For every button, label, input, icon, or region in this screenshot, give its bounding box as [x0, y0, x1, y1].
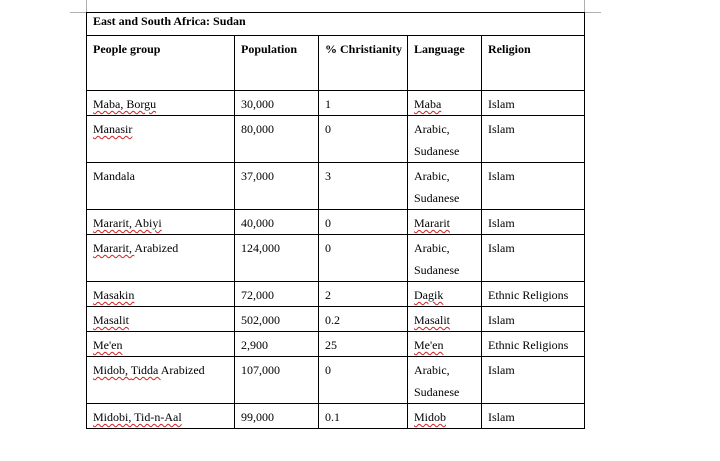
cell-language [408, 210, 482, 235]
table-row [87, 163, 585, 210]
cell-religion [482, 307, 585, 332]
cell-text: 0 [325, 241, 331, 255]
cell-text: 107,000 [241, 363, 280, 377]
cell-people-group [87, 116, 235, 163]
table-row [87, 404, 585, 429]
cell-text: Arabic, Sudanese [414, 363, 460, 399]
cell-christianity [319, 307, 408, 332]
cell-text: Islam [488, 216, 515, 230]
header-religion: Religion [482, 36, 585, 91]
cell-text: 0 [325, 363, 331, 377]
cell-language [408, 116, 482, 163]
cell-population [235, 332, 319, 357]
cell-language [408, 91, 482, 116]
cell-text: Masakin [93, 288, 135, 302]
header-people-group: People group [87, 36, 235, 91]
cell-christianity [319, 210, 408, 235]
cell-text: Islam [488, 363, 515, 377]
cell-text: Mandala [93, 169, 135, 183]
table-body [87, 91, 585, 429]
table-row [87, 307, 585, 332]
cell-text: Islam [488, 122, 515, 136]
cell-language [408, 404, 482, 429]
cell-population [235, 282, 319, 307]
cell-text: 0.2 [325, 313, 340, 327]
cell-population [235, 357, 319, 404]
cell-text: Arabic, Sudanese [414, 122, 460, 158]
cell-text: Islam [488, 313, 515, 327]
cell-christianity [319, 357, 408, 404]
table-row [87, 235, 585, 282]
cell-religion [482, 163, 585, 210]
cell-text: Me'en [93, 338, 123, 352]
cell-language [408, 332, 482, 357]
cell-population [235, 235, 319, 282]
cell-text: 0 [325, 216, 331, 230]
table-row [87, 332, 585, 357]
cell-text: 40,000 [241, 216, 274, 230]
table-row [87, 116, 585, 163]
cell-christianity [319, 163, 408, 210]
cell-people-group [87, 282, 235, 307]
cell-text: Ethnic Religions [488, 288, 569, 302]
cell-text: 99,000 [241, 410, 274, 424]
cell-population [235, 307, 319, 332]
header-population: Population [235, 36, 319, 91]
cell-people-group [87, 163, 235, 210]
cell-text: 2 [325, 288, 331, 302]
cell-text: Arabic, Sudanese [414, 241, 460, 277]
cell-text: Masalit [93, 313, 129, 327]
cell-language [408, 357, 482, 404]
cell-population [235, 210, 319, 235]
margin-corner-top-left [70, 0, 87, 13]
cell-text: Mararit, Arabized [93, 241, 179, 255]
cell-christianity [319, 332, 408, 357]
cell-christianity [319, 116, 408, 163]
cell-language [408, 307, 482, 332]
header-christianity: % Christianity [319, 36, 408, 91]
table-row [87, 282, 585, 307]
cell-religion [482, 91, 585, 116]
cell-christianity [319, 235, 408, 282]
cell-language [408, 282, 482, 307]
cell-text: 124,000 [241, 241, 280, 255]
table-row [87, 357, 585, 404]
cell-language [408, 163, 482, 210]
cell-people-group [87, 210, 235, 235]
cell-text: Mararit [414, 216, 450, 230]
cell-text: Mararit, Abiyi [93, 216, 162, 230]
cell-text: Islam [488, 169, 515, 183]
cell-religion [482, 332, 585, 357]
cell-text: Islam [488, 241, 515, 255]
cell-text: Maba [414, 97, 442, 111]
cell-text: Maba, Borgu [93, 97, 157, 111]
cell-text: 80,000 [241, 122, 274, 136]
cell-text: Islam [488, 410, 515, 424]
table-row [87, 91, 585, 116]
cell-people-group [87, 357, 235, 404]
people-groups-table [86, 12, 585, 429]
cell-people-group [87, 235, 235, 282]
cell-religion [482, 116, 585, 163]
table-title: East and South Africa: Sudan [87, 13, 585, 36]
cell-christianity [319, 282, 408, 307]
cell-population [235, 404, 319, 429]
cell-people-group [87, 404, 235, 429]
cell-religion [482, 357, 585, 404]
cell-text: Dagik [414, 288, 444, 302]
table-header-row [87, 36, 585, 91]
cell-text: Islam [488, 97, 515, 111]
cell-text: 0 [325, 122, 331, 136]
cell-text: 72,000 [241, 288, 274, 302]
cell-religion [482, 282, 585, 307]
margin-corner-top-right [584, 0, 601, 13]
cell-text: Arabic, Sudanese [414, 169, 460, 205]
cell-text: Midob [414, 410, 447, 424]
cell-text: 3 [325, 169, 331, 183]
cell-text: 30,000 [241, 97, 274, 111]
cell-people-group [87, 91, 235, 116]
cell-text: 37,000 [241, 169, 274, 183]
table-title-row [87, 13, 585, 36]
cell-religion [482, 235, 585, 282]
cell-text: 0.1 [325, 410, 340, 424]
cell-people-group [87, 307, 235, 332]
cell-text: Midobi, Tid-n-Aal [93, 410, 182, 424]
cell-religion [482, 404, 585, 429]
cell-text: Midob, Tidda Arabized [93, 363, 205, 377]
cell-population [235, 116, 319, 163]
cell-text: Ethnic Religions [488, 338, 569, 352]
cell-text: Manasir [93, 122, 133, 136]
table-row [87, 210, 585, 235]
cell-text: Me'en [414, 338, 444, 352]
header-language: Language [408, 36, 482, 91]
cell-christianity [319, 404, 408, 429]
cell-christianity [319, 91, 408, 116]
cell-text: 502,000 [241, 313, 280, 327]
cell-text: Masalit [414, 313, 450, 327]
cell-text: 25 [325, 338, 337, 352]
cell-language [408, 235, 482, 282]
cell-people-group [87, 332, 235, 357]
cell-religion [482, 210, 585, 235]
cell-text: 2,900 [241, 338, 268, 352]
cell-population [235, 91, 319, 116]
cell-text: 1 [325, 97, 331, 111]
cell-population [235, 163, 319, 210]
